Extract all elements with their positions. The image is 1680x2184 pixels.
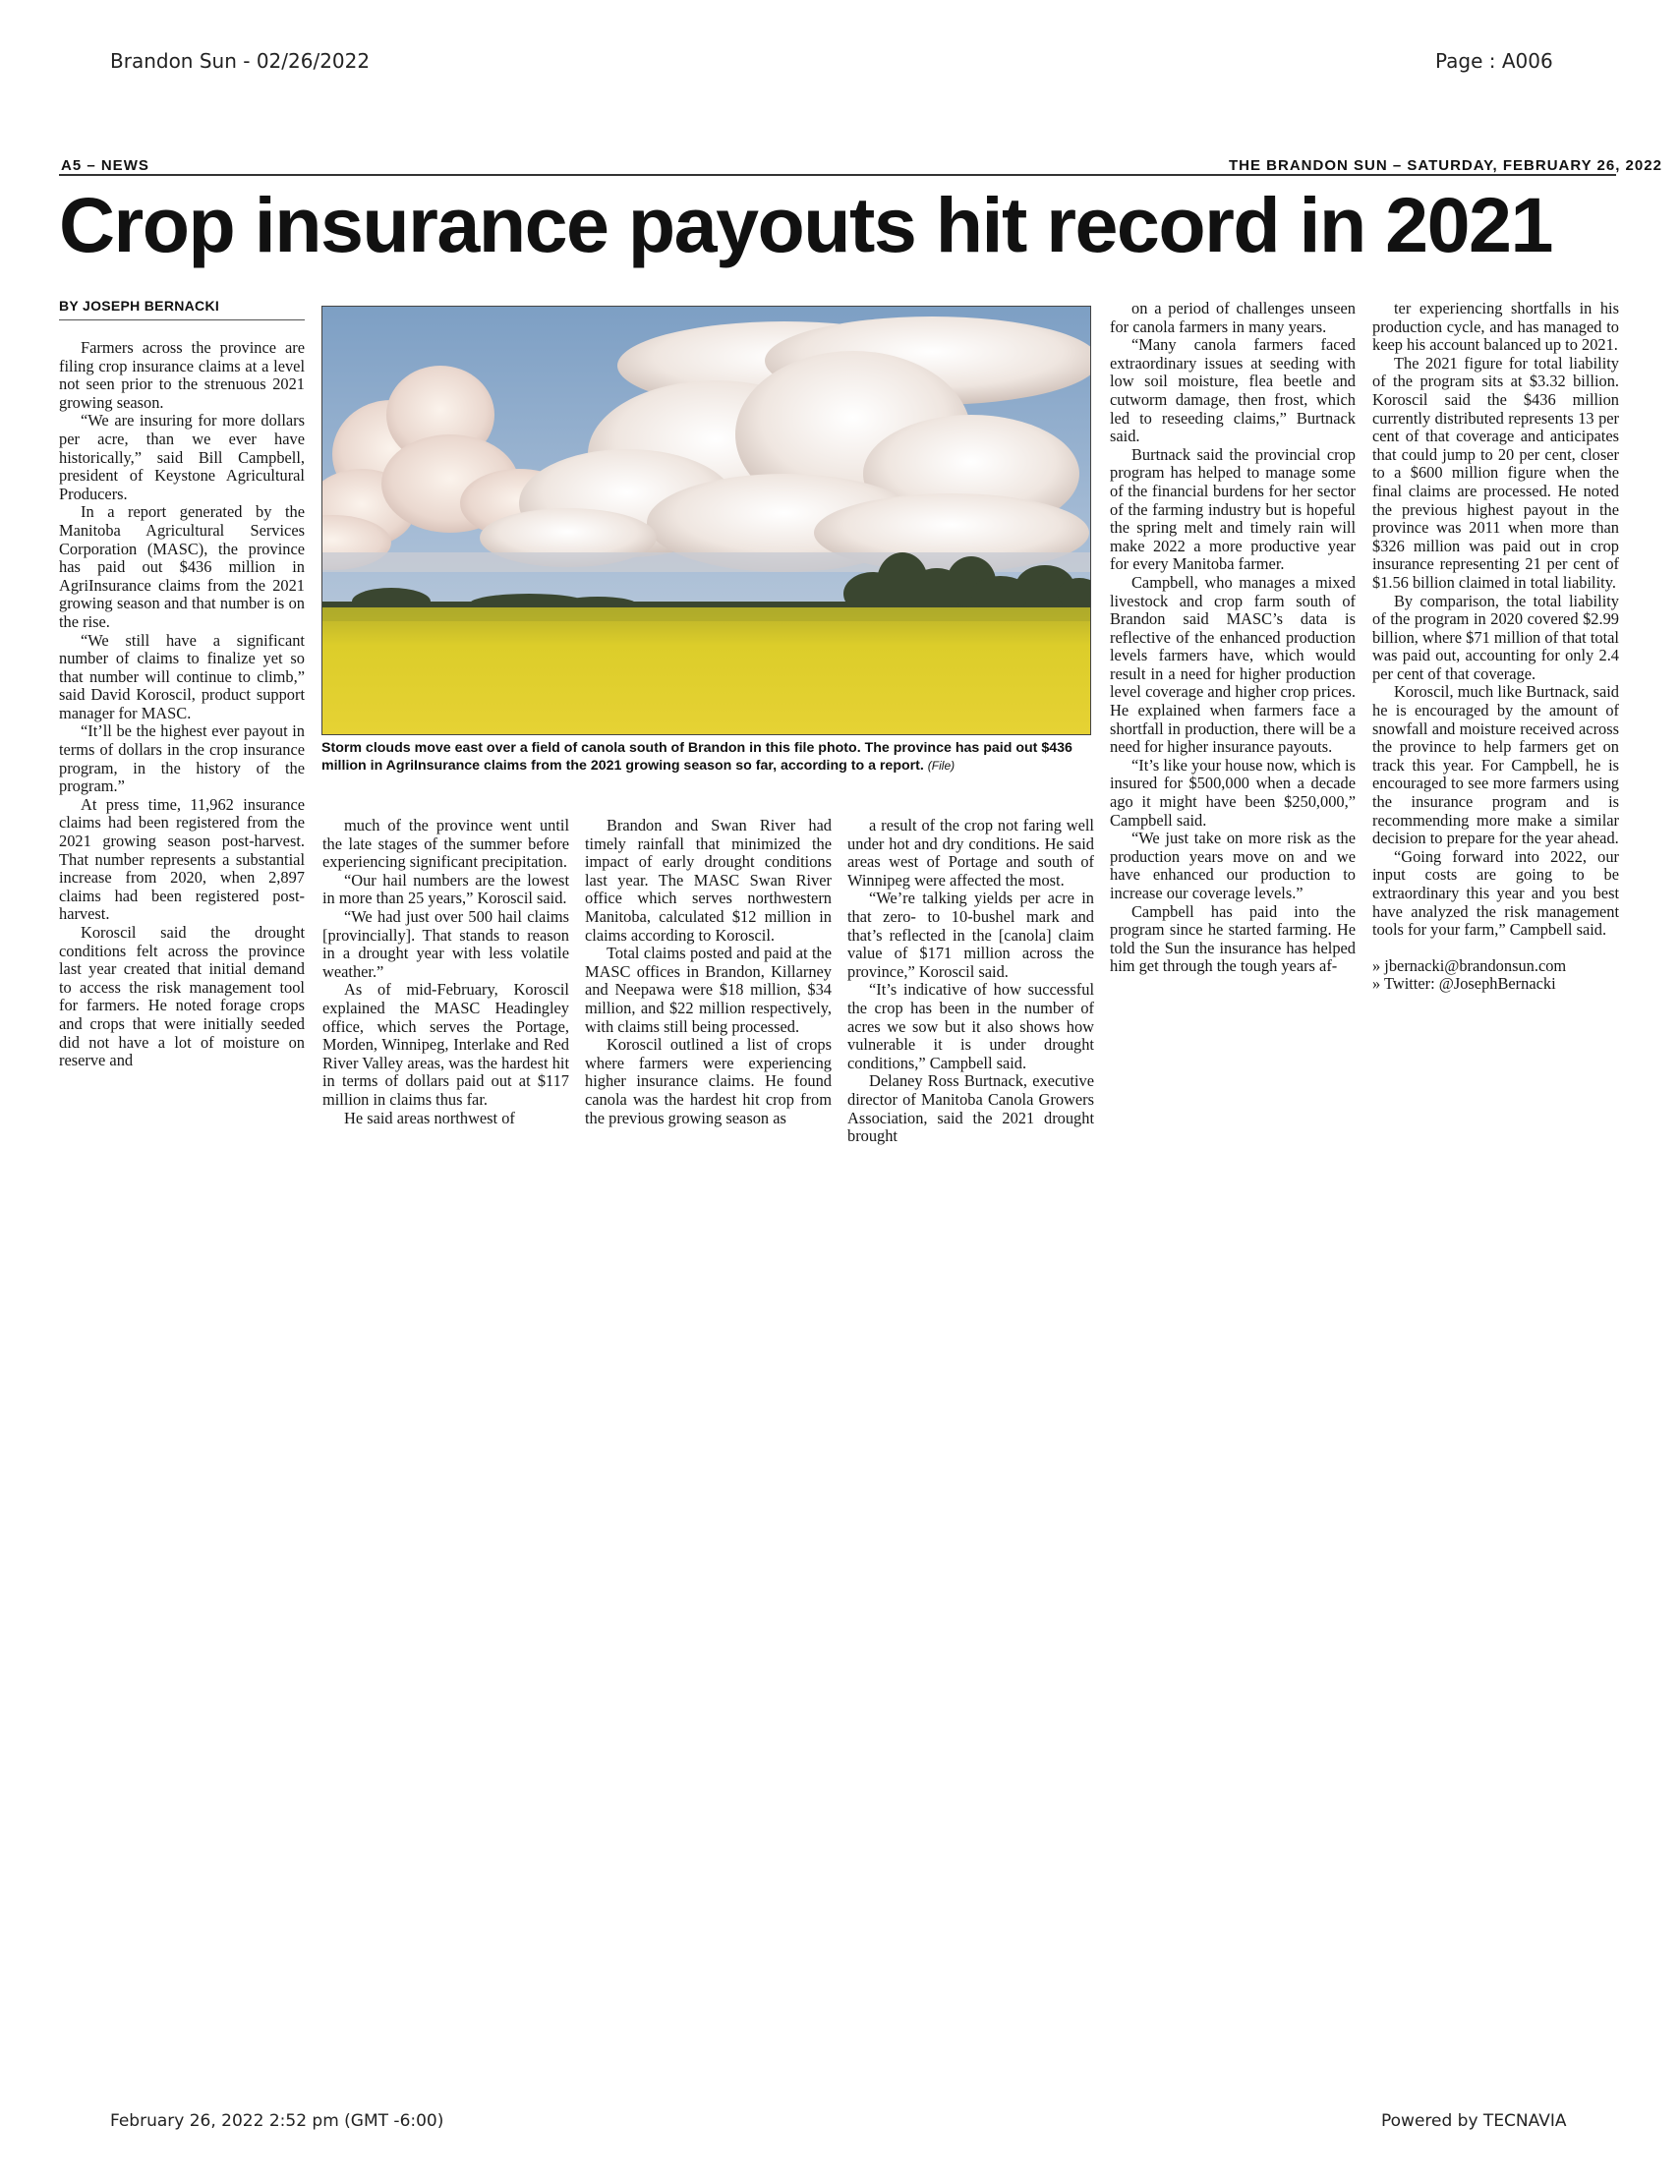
paragraph: Koroscil outlined a list of crops where farmers were experiencing higher insurance claims. He found canola was the hardest hit crop from the previous growing season as bbox=[585, 1035, 832, 1127]
article-column-1 bbox=[59, 339, 305, 1070]
twitter-link[interactable]: » Twitter: @JosephBernacki bbox=[1372, 974, 1556, 994]
paragraph: on a period of challenges unseen for canola farmers in many years. bbox=[1110, 299, 1356, 336]
paragraph: “It’s like your house now, which is insured for $500,000 when a decade ago it might have been $250,000,” Campbell said. bbox=[1110, 755, 1356, 830]
paragraph: Koroscil said the drought conditions felt across the province last year created that initial demand to access the risk management tool for farmers. He noted forage crops and crops that were initially seeded did not have a lot of moisture on reserve and bbox=[59, 923, 305, 1070]
paragraph: “We had just over 500 hail claims [provincially]. That stands to reason in a drought year with less volatile weather.” bbox=[322, 906, 569, 981]
paragraph: Total claims posted and paid at the MASC offices in Brandon, Killarney and Neepawa were $18 million, $34 million, and $22 million respectively, with claims still being processed. bbox=[585, 944, 832, 1036]
email-link[interactable]: » jbernacki@brandonsun.com bbox=[1372, 955, 1567, 975]
article-column-5 bbox=[1110, 300, 1356, 976]
paragraph: By comparison, the total liability of the program in 2020 covered $2.99 billion, where $71 million of that total was paid out, accounting for only 2.4 per cent of that coverage. bbox=[1372, 591, 1619, 683]
paragraph: “We still have a significant number of claims to finalize yet so that number will continue to climb,” said David Koroscil, product support manager for MASC. bbox=[59, 630, 305, 722]
headline: Crop insurance payouts hit record in 2021 bbox=[59, 181, 1552, 268]
section-cutline: A5 – NEWS bbox=[61, 157, 149, 174]
article-column-6 bbox=[1372, 300, 1619, 994]
paragraph: Farmers across the province are filing crop insurance claims at a level not seen prior to the strenuous 2021 growing season. bbox=[59, 338, 305, 412]
paragraph: As of mid-February, Koroscil explained the MASC Headingley office, which serves the Portage, Morden, Winnipeg, Interlake and Red River Valley areas, was the hardest hit in terms of dollars paid out at $117 million in claims thus far. bbox=[322, 980, 569, 1109]
article-column-4 bbox=[847, 817, 1094, 1146]
article-column-2 bbox=[322, 817, 569, 1127]
paragraph: Campbell has paid into the program since he started farming. He told the Sun the insurance has helped him get through the tough years af- bbox=[1110, 901, 1356, 976]
paragraph: Koroscil, much like Burtnack, said he is encouraged by the amount of snowfall and moisture received across the province to help farmers get on track this year. For Campbell, he is encouraged to see more farmers using the insurance program and is recommending more make a similar decision to prepare for the year ahead. bbox=[1372, 682, 1619, 848]
paragraph: He said areas northwest of bbox=[344, 1108, 515, 1127]
caption-text: Storm clouds move east over a field of canola south of Brandon in this file photo. The province has paid out $436 million in AgriInsurance claims from the 2021 growing season so far, according to a report. bbox=[321, 740, 1072, 774]
paragraphs bbox=[1372, 300, 1619, 940]
photo-caption bbox=[321, 739, 1089, 775]
date-cutline: THE BRANDON SUN – SATURDAY, FEBRUARY 26, 2022 bbox=[1229, 157, 1662, 174]
article-column-3 bbox=[585, 817, 832, 1127]
photo-credit: (File) bbox=[927, 759, 956, 773]
source-label: Brandon Sun - 02/26/2022 bbox=[110, 49, 371, 73]
paragraph: In a report generated by the Manitoba Agricultural Services Corporation (MASC), the province has paid out $436 million in AgriInsurance claims from the 2021 growing season and that number is on the rise. bbox=[59, 502, 305, 631]
paragraph: “Our hail numbers are the lowest in more than 25 years,” Koroscil said. bbox=[322, 870, 569, 908]
canola-field-photo bbox=[321, 306, 1091, 735]
paragraph: “We are insuring for more dollars per acre, than we ever have historically,” said Bill Campbell, president of Keystone Agricultural Producers. bbox=[59, 411, 305, 503]
paragraph: “It’s indicative of how successful the crop has been in the number of acres we sow but it also shows how vulnerable it is under drought conditions,” Campbell said. bbox=[847, 980, 1094, 1072]
print-timestamp: February 26, 2022 2:52 pm (GMT -6:00) bbox=[110, 2111, 444, 2131]
paragraph: The 2021 figure for total liability of the program sits at $3.32 billion. Koroscil said the $436 million currently distributed represents 13 per cent of that coverage and anticipates that could jump to 20 per cent, closer to a $600 million figure when the final claims are processed. He noted the previous highest payout in the province was 2011 when more than $326 million was paid out in crop insurance representing 21 per cent of $1.56 billion claimed in total liability. bbox=[1372, 353, 1619, 592]
paragraph: Campbell, who manages a mixed livestock and crop farm south of Brandon said MASC’s data is reflective of the enhanced production levels farmers have, which would result in a need for higher production level coverage and higher crop prices. He explained when farmers face a shortfall in production, there will be a need for higher insurance payouts. bbox=[1110, 572, 1356, 757]
paragraph: Burtnack said the provincial crop program has helped to manage some of the financial burdens for her sector of the farming industry but is hopeful the spring melt and timely rain will make 2022 a more productive year for every Manitoba farmer. bbox=[1110, 444, 1356, 574]
paragraph: Delaney Ross Burtnack, executive director of Manitoba Canola Growers Association, said the 2021 drought brought bbox=[847, 1071, 1094, 1146]
paragraph: Brandon and Swan River had timely rainfall that minimized the impact of early drought conditions last year. The MASC Swan River office which serves northwestern Manitoba, calculated $12 million in claims according to Koroscil. bbox=[585, 816, 832, 945]
byline: BY JOSEPH BERNACKI bbox=[59, 298, 305, 320]
paragraph: At press time, 11,962 insurance claims had been registered from the 2021 growing season post-harvest. That number represents a substantial increase from 2020, when 2,897 claims had been registered post-harvest. bbox=[59, 794, 305, 924]
header-rule bbox=[59, 174, 1616, 176]
paragraph: “Going forward into 2022, our input costs are going to be extraordinary this year and you best have analyzed the risk management tools for your farm,” Campbell said. bbox=[1372, 846, 1619, 940]
page-label: Page : A006 bbox=[1435, 49, 1553, 73]
paragraph: “We just take on more risk as the production years move on and we have enhanced our production to increase our coverage levels.” bbox=[1110, 829, 1356, 902]
paragraph: “We’re talking yields per acre in that zero- to 10-bushel mark and that’s reflected in the [canola] claim value of $171 million across the province,” Koroscil said. bbox=[847, 889, 1094, 981]
paragraph: much of the province went until the late stages of the summer before experiencing significant precipitation. bbox=[322, 816, 569, 872]
paragraph: “It’ll be the highest ever payout in terms of dollars in the crop insurance program, in the history of the program.” bbox=[59, 721, 305, 796]
paragraph: ter experiencing shortfalls in his production cycle, and has managed to keep his account balanced up to 2021. bbox=[1372, 299, 1619, 355]
paragraph: “Many canola farmers faced extraordinary issues at seeding with low soil moisture, flea beetle and cutworm damage, then frost, which led to reseeding claims,” Burtnack said. bbox=[1110, 335, 1356, 446]
powered-by: Powered by TECNAVIA bbox=[1381, 2111, 1567, 2131]
paragraph: a result of the crop not faring well under hot and dry conditions. He said areas west of Portage and south of Winnipeg were affected the most. bbox=[847, 816, 1094, 890]
